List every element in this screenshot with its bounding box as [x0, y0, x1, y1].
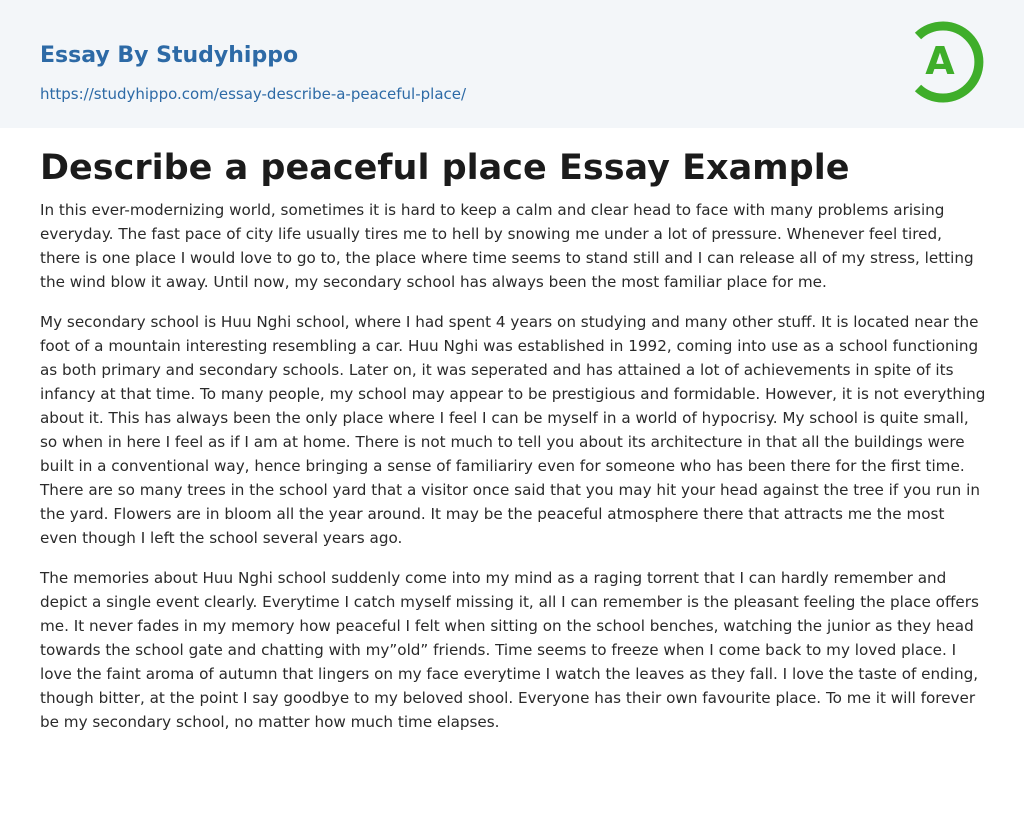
essay-url-link[interactable]: https://studyhippo.com/essay-describe-a-peaceful-place/ — [40, 85, 467, 103]
essay-title: Describe a peaceful place Essay Example — [40, 148, 850, 188]
essay-paragraph-1: In this ever-modernizing world, sometimes it is hard to keep a calm and clear head to face with many problems arising everyday. The fast pace of city life usually tires me to hell by snowing me under a lot of pressure. Whenever feel tired, there is one place I would love to go to, the place where time seems to stand still and I can release all of my stress, letting the wind blow it away. Until now, my secondary school has always been the most familiar place for me. — [40, 201, 974, 291]
essay-paragraph-2: My secondary school is Huu Nghi school, where I had spent 4 years on studying and many other stuff. It is located near the foot of a mountain interesting resembling a car. Huu Nghi was established in 1992, coming into use as a school functioning as both primary and secondary schools. Later on, it was seperated and has attained a lot of achievements in spite of its infancy at that time. To many people, my school may appear to be prestigious and formidable. However, it is not everything about it. This has always been the only place where I feel I can be myself in a world of hypocrisy. My school is quite small, so when in here I feel as if I am at home. There is not much to tell you about its architecture in that all the buildings were built in a conventional way, hence bringing a sense of familiariry even for someone who has been there for the first time. There are so many trees in the school yard that a visitor once said that you may hit your head against the tree if you run in the yard. Flowers are in bloom all the year around. It may be the peaceful atmosphere there that attracts me the most even though I left the school several years ago. — [40, 313, 986, 547]
studyhippo-logo-icon[interactable] — [908, 18, 988, 106]
site-brand[interactable]: Essay By Studyhippo — [40, 43, 299, 68]
site-header — [0, 0, 1024, 128]
logo-letter: A — [925, 39, 955, 83]
essay-paragraph-3: The memories about Huu Nghi school suddenly come into my mind as a raging torrent that I can hardly remember and depict a single event clearly. Everytime I catch myself missing it, all I can remember is the pleasant feeling the place offers me. It never fades in my memory how peaceful I felt when sitting on the school benches, watching the junior as they head towards the school gate and chatting with my”old” friends. Time seems to freeze when I come back to my loved place. I love the faint aroma of autumn that lingers on my face everytime I watch the leaves as they fall. I love the taste of ending, though bitter, at the point I say goodbye to my beloved shool. Everyone has their own favourite place. To me it will forever be my secondary school, no matter how much time elapses. — [40, 569, 979, 731]
essay-content — [40, 146, 986, 750]
